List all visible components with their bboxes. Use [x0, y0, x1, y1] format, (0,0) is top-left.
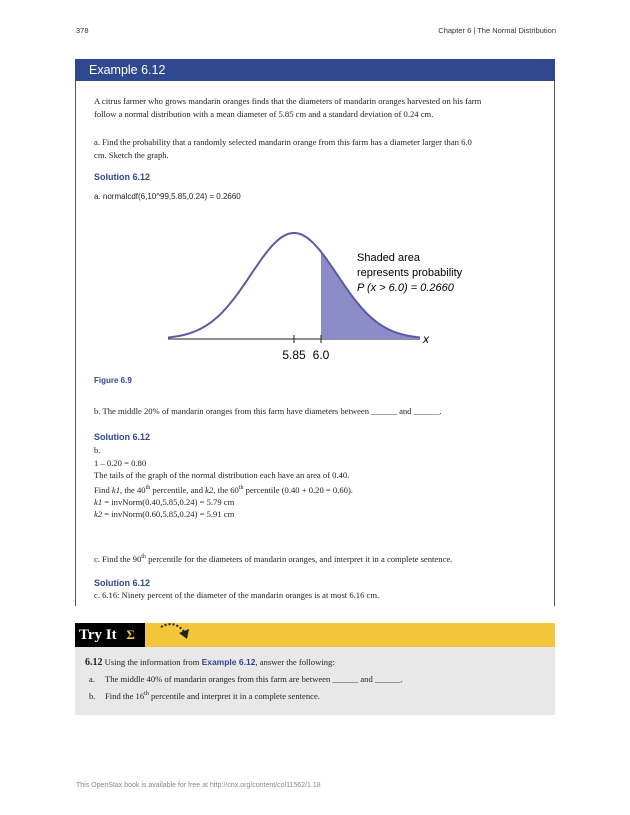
shaded-area — [321, 252, 420, 339]
try-it-box — [75, 647, 555, 715]
x-tick-label: 5.85 — [282, 348, 306, 362]
try-it-item-b: b. Find the 16th percentile and interpret it in a complete sentence. — [89, 691, 320, 701]
intro-line-1: A citrus farmer who grows mandarin oranges finds that the diameters of mandarin oranges harvested on his farm — [94, 96, 482, 106]
annotation-line-2: represents probability — [357, 267, 463, 279]
chapter-title: Chapter 6 | The Normal Distribution — [438, 26, 556, 35]
sigma-icon: Σ — [126, 627, 135, 642]
figure-label: Figure 6.9 — [94, 376, 132, 385]
solution-b-line-4: k1 = invNorm(0.40,5.85,0.24) = 5.79 cm — [94, 496, 235, 507]
arrow-icon — [155, 619, 195, 645]
solution-c-title: Solution 6.12 — [94, 578, 151, 588]
part-a — [94, 136, 544, 162]
solution-b-line-5: k2 = invNorm(0.60,5.85,0.24) = 5.91 cm — [94, 509, 235, 520]
x-tick-label: 6.0 — [312, 348, 330, 362]
solution-a-text: a. normalcdf(6,10^99,5.85,0.24) = 0.2660 — [94, 192, 241, 201]
try-it-title: Try It Σ — [75, 623, 145, 647]
example-intro — [94, 95, 544, 121]
solution-b-line-2: The tails of the graph of the normal distribution each have an area of 0.40. — [94, 470, 350, 480]
solution-b-title: Solution 6.12 — [94, 432, 151, 442]
annotation-line-3: P (x > 6.0) = 0.2660 — [357, 282, 454, 294]
intro-line-2: follow a normal distribution with a mean diameter of 5.85 cm and a standard deviation of 0.24 cm. — [94, 109, 434, 119]
normal-curve-chart — [0, 205, 630, 375]
try-it-banner — [75, 623, 555, 647]
part-a-line-2: cm. Sketch the graph. — [94, 150, 169, 160]
solution-b-label: b. — [94, 445, 101, 455]
part-b: b. The middle 20% of mandarin oranges from this farm have diameters between ______ and ______. — [94, 406, 442, 416]
solution-b-line-3: Find k1, the 40th percentile, and k2, the 60th percentile (0.40 + 0.20 = 0.60). — [94, 484, 353, 495]
example-title: Example 6.12 — [75, 59, 555, 81]
part-c: c. Find the 90th percentile for the diameters of mandarin oranges, and interpret it in a complete sentence. — [94, 553, 453, 564]
page-number: 378 — [76, 26, 89, 35]
x-axis-label: x — [423, 332, 429, 346]
solution-b-body — [94, 444, 544, 521]
footer: This OpenStax book is available for free at http://cnx.org/content/col11562/1.18 — [76, 782, 321, 789]
solution-c-text: c. 6.16: Ninety percent of the diameter of the mandarin oranges is at most 6.16 cm. — [94, 590, 380, 600]
example-link[interactable]: Example 6.12 — [201, 657, 256, 667]
solution-b-line-1: 1 – 0.20 = 0.80 — [94, 457, 147, 468]
try-it-prompt: 6.12 Using the information from Example 6.12, answer the following: — [85, 657, 335, 668]
part-a-line-1: a. Find the probability that a randomly selected mandarin orange from this farm has a diameter larger than 6.0 — [94, 137, 472, 147]
solution-a-title: Solution 6.12 — [94, 172, 151, 182]
annotation-line-1: Shaded area — [357, 252, 420, 264]
try-it-item-a: a. The middle 40% of mandarin oranges from this farm are between ______ and ______. — [89, 674, 403, 684]
